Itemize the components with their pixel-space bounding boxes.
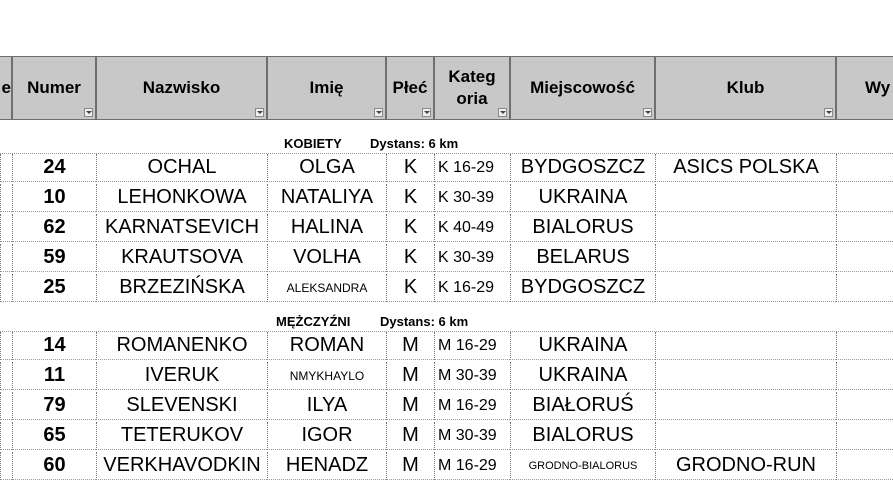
cell-klub[interactable]	[655, 332, 836, 360]
table-row	[0, 214, 893, 242]
cell-imie[interactable]: ILYA	[267, 392, 386, 420]
cell-imie[interactable]: VOLHA	[267, 244, 386, 272]
cell-empty[interactable]	[836, 422, 893, 450]
table-row	[0, 422, 893, 450]
cell-nazwisko[interactable]: KRAUTSOVA	[96, 244, 267, 272]
cell-numer[interactable]: 11	[12, 362, 96, 390]
cell-empty[interactable]	[836, 392, 893, 420]
header-nazwisko-label: Nazwisko	[142, 78, 221, 97]
table-row	[0, 392, 893, 420]
cell-miejscowosc[interactable]: UKRAINA	[510, 332, 655, 360]
filter-dropdown-icon[interactable]	[824, 108, 833, 117]
header-last-label: Wy	[865, 78, 891, 97]
cell-nazwisko[interactable]: OCHAL	[96, 154, 267, 182]
cell-klub[interactable]: GRODNO-RUN	[655, 452, 836, 480]
header-col-0	[0, 56, 12, 120]
cell-empty[interactable]	[0, 452, 12, 480]
cell-nazwisko[interactable]: TETERUKOV	[96, 422, 267, 450]
cell-plec[interactable]: K	[386, 214, 434, 242]
table-row	[0, 274, 893, 302]
filter-dropdown-icon[interactable]	[84, 108, 93, 117]
section-men-distance: Dystans: 6 km	[380, 314, 469, 329]
cell-imie[interactable]: NATALIYA	[267, 184, 386, 212]
cell-miejscowosc[interactable]: BIALORUS	[510, 214, 655, 242]
filter-dropdown-icon[interactable]	[498, 108, 507, 117]
table-row	[0, 452, 893, 480]
cell-nazwisko[interactable]: KARNATSEVICH	[96, 214, 267, 242]
cell-numer[interactable]: 14	[12, 332, 96, 360]
header-kategoria-line1: Kateg	[448, 67, 496, 86]
header-kategoria[interactable]	[434, 56, 510, 120]
cell-klub[interactable]	[655, 244, 836, 272]
header-last[interactable]	[836, 56, 893, 120]
cell-imie[interactable]: HENADZ	[267, 452, 386, 480]
cell-kategoria[interactable]: K 30-39	[434, 244, 510, 272]
cell-klub[interactable]	[655, 274, 836, 302]
cell-numer[interactable]: 10	[12, 184, 96, 212]
section-men-label: MĘŻCZYŹNI	[276, 314, 351, 329]
cell-miejscowosc[interactable]: BIAŁORUŚ	[510, 392, 655, 420]
cell-plec[interactable]: K	[386, 184, 434, 212]
cell-empty[interactable]	[0, 154, 12, 182]
section-women	[0, 134, 893, 154]
cell-empty[interactable]	[836, 154, 893, 182]
cell-klub[interactable]	[655, 184, 836, 212]
cell-kategoria[interactable]: K 40-49	[434, 214, 510, 242]
cell-plec[interactable]: M	[386, 362, 434, 390]
header-nazwisko[interactable]	[96, 56, 267, 120]
cell-empty[interactable]	[0, 214, 12, 242]
header-miejscowosc[interactable]	[510, 56, 655, 120]
cell-empty[interactable]	[836, 362, 893, 390]
cell-empty[interactable]	[0, 392, 12, 420]
cell-empty[interactable]	[0, 422, 12, 450]
section-men	[0, 312, 893, 332]
cell-klub[interactable]: ASICS POLSKA	[655, 154, 836, 182]
header-klub-label: Klub	[726, 78, 765, 97]
cell-empty[interactable]	[836, 214, 893, 242]
cell-imie[interactable]: ROMAN	[267, 332, 386, 360]
cell-klub[interactable]	[655, 392, 836, 420]
cell-numer[interactable]: 59	[12, 244, 96, 272]
cell-miejscowosc[interactable]: UKRAINA	[510, 362, 655, 390]
cell-empty[interactable]	[0, 184, 12, 212]
cell-plec[interactable]: M	[386, 422, 434, 450]
header-imie-label: Imię	[309, 78, 344, 97]
cell-miejscowosc[interactable]: UKRAINA	[510, 184, 655, 212]
cell-miejscowosc[interactable]: BYDGOSZCZ	[510, 154, 655, 182]
header-col-0-label: e	[1, 78, 11, 97]
cell-kategoria[interactable]: M 30-39	[434, 422, 510, 450]
cell-imie[interactable]: HALINA	[267, 214, 386, 242]
cell-nazwisko[interactable]: LEHONKOWA	[96, 184, 267, 212]
cell-empty[interactable]	[836, 274, 893, 302]
table-row	[0, 154, 893, 182]
header-plec-label: Płeć	[392, 78, 428, 97]
cell-nazwisko[interactable]: BRZEZIŃSKA	[96, 274, 267, 302]
cell-empty[interactable]	[0, 274, 12, 302]
cell-klub[interactable]	[655, 214, 836, 242]
cell-imie[interactable]: NMYKHAYLO	[267, 362, 386, 390]
cell-numer[interactable]: 25	[12, 274, 96, 302]
section-women-distance: Dystans: 6 km	[370, 136, 459, 151]
cell-plec[interactable]: M	[386, 452, 434, 480]
cell-miejscowosc[interactable]: BELARUS	[510, 244, 655, 272]
header-numer-label: Numer	[27, 78, 81, 97]
table-row	[0, 244, 893, 272]
cell-klub[interactable]	[655, 362, 836, 390]
cell-kategoria[interactable]: M 16-29	[434, 452, 510, 480]
cell-kategoria[interactable]: M 16-29	[434, 392, 510, 420]
cell-klub[interactable]	[655, 422, 836, 450]
cell-kategoria[interactable]: K 30-39	[434, 184, 510, 212]
cell-nazwisko[interactable]: ROMANENKO	[96, 332, 267, 360]
header-miejscowosc-label: Miejscowość	[530, 78, 635, 97]
table-row	[0, 184, 893, 212]
cell-nazwisko[interactable]: VERKHAVODKIN	[96, 452, 267, 480]
cell-plec[interactable]: K	[386, 244, 434, 272]
cell-numer[interactable]: 79	[12, 392, 96, 420]
cell-plec[interactable]: K	[386, 274, 434, 302]
cell-kategoria[interactable]: M 30-39	[434, 362, 510, 390]
cell-imie[interactable]: IGOR	[267, 422, 386, 450]
cell-plec[interactable]: K	[386, 154, 434, 182]
filter-dropdown-icon[interactable]	[374, 108, 383, 117]
cell-empty[interactable]	[836, 244, 893, 272]
cell-imie[interactable]: OLGA	[267, 154, 386, 182]
table-row	[0, 332, 893, 360]
header-numer[interactable]	[12, 56, 96, 120]
cell-nazwisko[interactable]: SLEVENSKI	[96, 392, 267, 420]
cell-kategoria[interactable]: K 16-29	[434, 154, 510, 182]
cell-kategoria[interactable]: M 16-29	[434, 332, 510, 360]
filter-dropdown-icon[interactable]	[255, 108, 264, 117]
cell-numer[interactable]: 65	[12, 422, 96, 450]
cell-empty[interactable]	[0, 332, 12, 360]
section-women-label: KOBIETY	[284, 136, 342, 151]
cell-nazwisko[interactable]: IVERUK	[96, 362, 267, 390]
header-klub[interactable]	[655, 56, 836, 120]
cell-numer[interactable]: 24	[12, 154, 96, 182]
cell-kategoria[interactable]: K 16-29	[434, 274, 510, 302]
cell-miejscowosc[interactable]: BYDGOSZCZ	[510, 274, 655, 302]
header-kategoria-line2: oria	[456, 89, 488, 108]
cell-miejscowosc[interactable]: BIALORUS	[510, 422, 655, 450]
cell-imie[interactable]: ALEKSANDRA	[267, 274, 386, 302]
table-row	[0, 362, 893, 390]
cell-empty[interactable]	[836, 452, 893, 480]
cell-empty[interactable]	[0, 244, 12, 272]
filter-dropdown-icon[interactable]	[422, 108, 431, 117]
filter-dropdown-icon[interactable]	[643, 108, 652, 117]
cell-plec[interactable]: M	[386, 332, 434, 360]
header-plec[interactable]	[386, 56, 434, 120]
cell-plec[interactable]: M	[386, 392, 434, 420]
cell-empty[interactable]	[836, 332, 893, 360]
cell-empty[interactable]	[836, 184, 893, 212]
header-imie[interactable]	[267, 56, 386, 120]
cell-numer[interactable]: 62	[12, 214, 96, 242]
cell-numer[interactable]: 60	[12, 452, 96, 480]
cell-empty[interactable]	[0, 362, 12, 390]
cell-miejscowosc[interactable]: GRODNO-BIALORUS	[510, 452, 655, 480]
